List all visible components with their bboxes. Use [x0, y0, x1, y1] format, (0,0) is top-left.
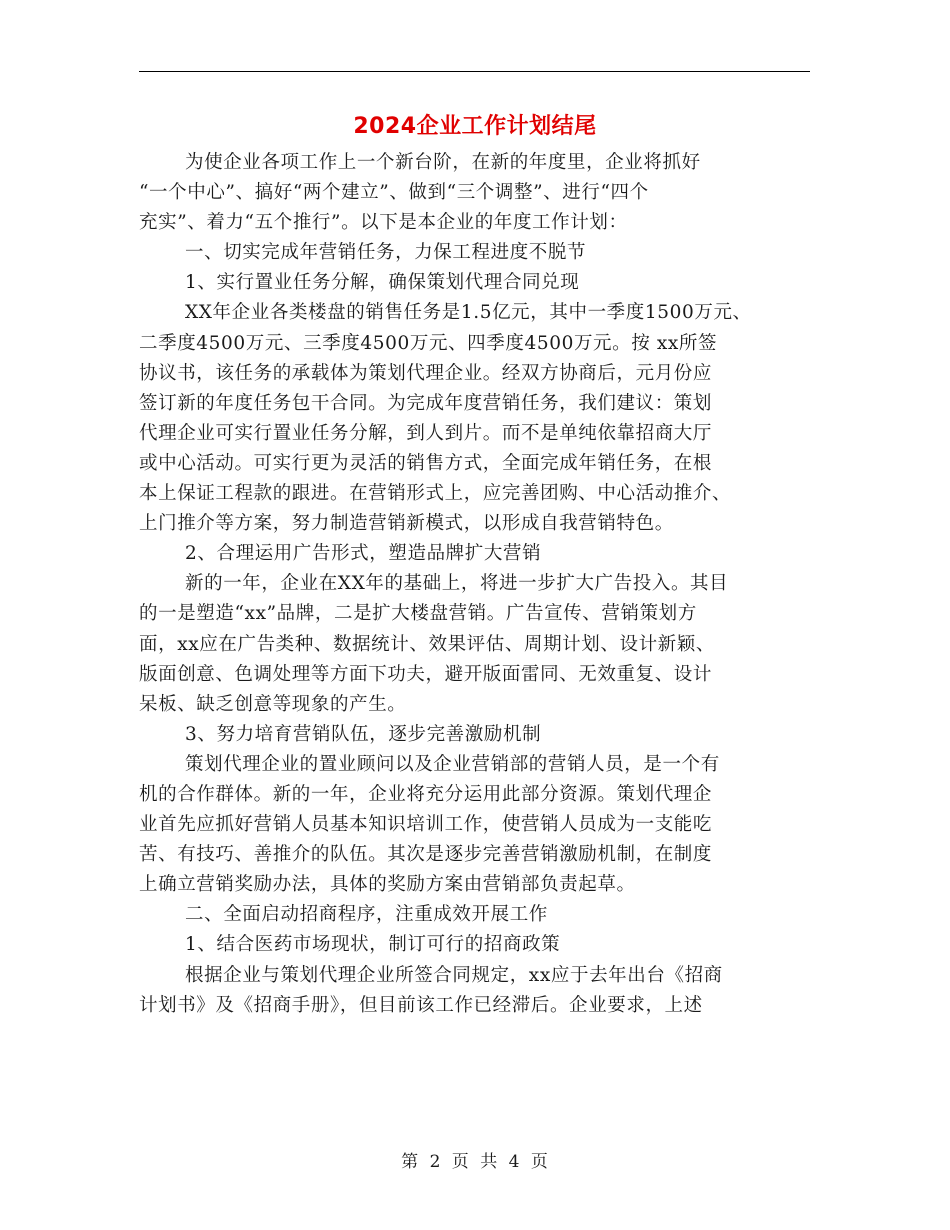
text-line: “一个中心”、搞好“两个建立”、做到“三个调整”、进行“四个: [139, 182, 649, 204]
text-line: 策划代理企业的置业顾问以及企业营销部的营销人员，是一个有: [185, 753, 720, 775]
text-line: 1、实行置业任务分解，确保策划代理合同兑现: [185, 272, 580, 294]
text-line: XX年企业各类楼盘的销售任务是1.5亿元，其中一季度1500万元、: [185, 302, 752, 324]
header-rule: [139, 71, 810, 72]
text-line: 1、结合医药市场现状，制订可行的招商政策: [185, 934, 561, 956]
text-line: 呆板、缺乏创意等现象的产生。: [139, 693, 407, 715]
text-line: 上门推介等方案，努力制造营销新模式，以形成自我营销特色。: [139, 513, 674, 535]
text-line: 机的合作群体。新的一年，企业将充分运用此部分资源。策划代理企: [139, 783, 713, 805]
document-title: 2024企业工作计划结尾: [353, 114, 597, 139]
text-line: 签订新的年度任务包干合同。为完成年度营销任务，我们建议：策划: [139, 392, 713, 414]
text-line: 本上保证工程款的跟进。在营销形式上，应完善团购、中心活动推介、: [139, 483, 732, 505]
text-line: 版面创意、色调处理等方面下功夫，避开版面雷同、无效重复、设计: [139, 663, 713, 685]
text-line: 2、合理运用广告形式，塑造品牌扩大营销: [185, 543, 542, 565]
text-line: 上确立营销奖励办法，具体的奖励方案由营销部负责起草。: [139, 874, 636, 896]
text-line: 二季度4500万元、三季度4500万元、四季度4500万元。按 xx所签: [139, 332, 718, 354]
text-line: 一、切实完成年营销任务，力保工程进度不脱节: [185, 242, 587, 264]
text-line: 二、全面启动招商程序，注重成效开展工作: [185, 904, 548, 926]
text-line: 面，xx应在广告类种、数据统计、效果评估、周期计划、设计新颖、: [139, 633, 715, 655]
text-line: 业首先应抓好营销人员基本知识培训工作，使营销人员成为一支能吃: [139, 814, 713, 836]
document-body: [139, 148, 819, 1021]
text-line: 充实”、着力“五个推行”。以下是本企业的年度工作计划：: [139, 212, 628, 234]
text-line: 计划书》及《招商手册》，但目前该工作已经滞后。企业要求，上述: [139, 994, 703, 1016]
text-line: 协议书，该任务的承载体为策划代理企业。经双方协商后，元月份应: [139, 362, 713, 384]
text-line: 新的一年，企业在XX年的基础上，将进一步扩大广告投入。其目: [185, 573, 729, 595]
page-footer: 第 2 页 共 4 页: [401, 1152, 549, 1172]
text-line: 的一是塑造“xx”品牌，二是扩大楼盘营销。广告宣传、营销策划方: [139, 603, 697, 625]
text-line: 苦、有技巧、善推介的队伍。其次是逐步完善营销激励机制，在制度: [139, 844, 713, 866]
text-line: 3、努力培育营销队伍，逐步完善激励机制: [185, 723, 542, 745]
text-line: 根据企业与策划代理企业所签合同规定，xx应于去年出台《招商: [185, 964, 723, 986]
text-line: 代理企业可实行置业任务分解，到人到片。而不是单纯依靠招商大厅: [139, 422, 713, 444]
text-line: 或中心活动。可实行更为灵活的销售方式，全面完成年销任务，在根: [139, 452, 713, 474]
text-line: 为使企业各项工作上一个新台阶，在新的年度里，企业将抓好: [185, 152, 701, 173]
